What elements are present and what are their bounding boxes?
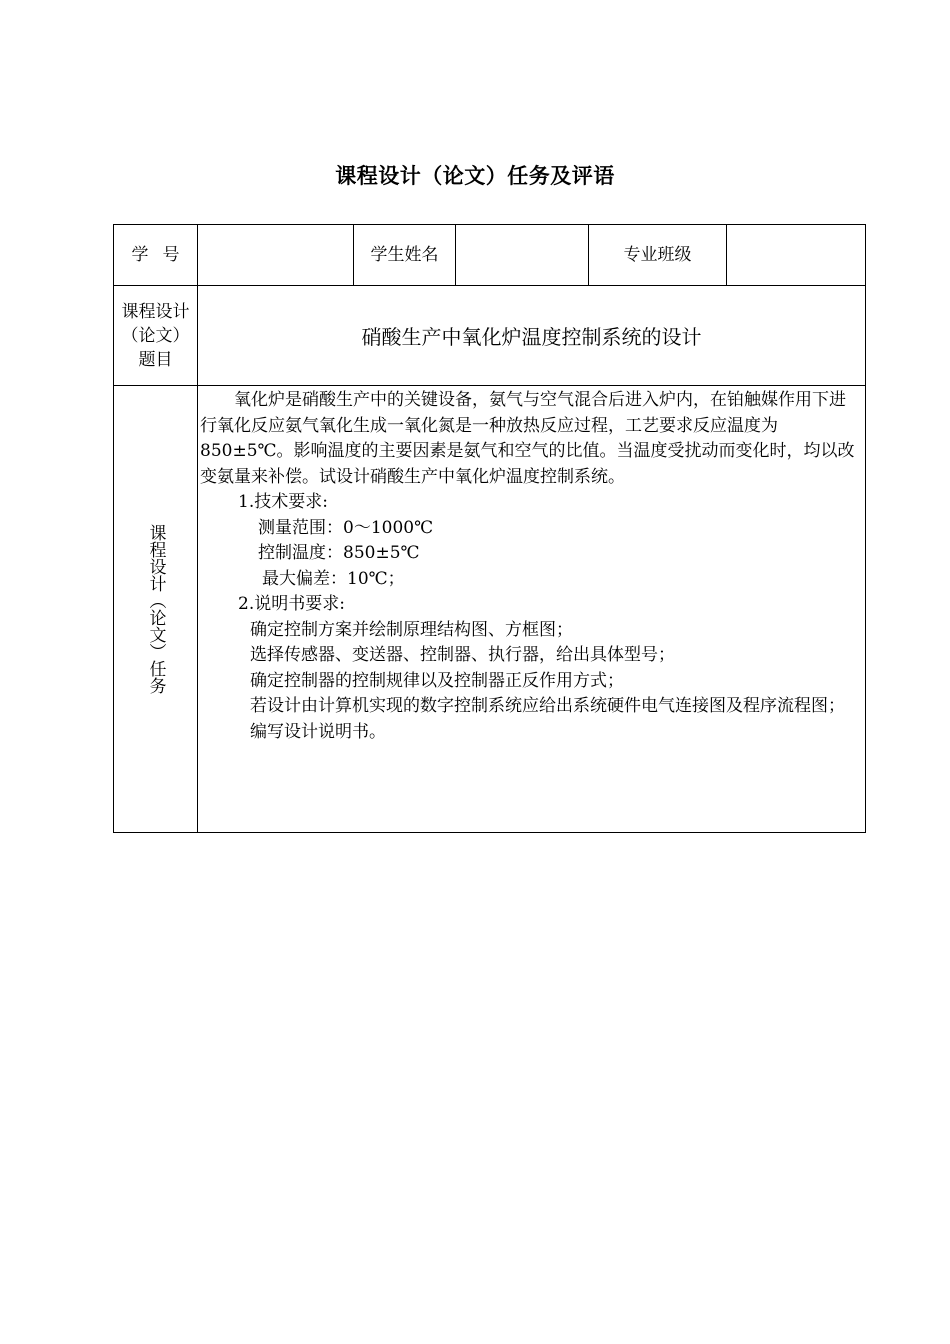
task-row xyxy=(114,386,866,833)
task-intro: 氧化炉是硝酸生产中的关键设备，氨气与空气混合后进入炉内，在铂触媒作用下进行氧化反应氨气氧化生成一氧化氮是一种放热反应过程，工艺要求反应温度为850±5℃。影响温度的主要因素是氨气和空气的比值。当温度受扰动而变化时，均以改变氨量来补偿。试设计硝酸生产中氧化炉温度控制系统。 xyxy=(200,390,855,487)
class-label: 专业班级 xyxy=(589,225,727,286)
student-no-label: 学号 xyxy=(114,225,198,286)
class-value xyxy=(727,225,866,286)
manual-item: 若设计由计算机实现的数字控制系统应给出系统硬件电气连接图及程序流程图； xyxy=(250,696,845,716)
tech-heading: 1.技术要求: xyxy=(238,492,328,512)
manual-item: 编写设计说明书。 xyxy=(250,721,386,742)
tech-item: 控制温度：850±5℃ xyxy=(258,543,420,563)
student-name-label: 学生姓名 xyxy=(354,225,456,286)
task-label-cell xyxy=(114,386,198,833)
manual-item: 选择传感器、变送器、控制器、执行器，给出具体型号； xyxy=(250,645,675,665)
header-row xyxy=(114,225,866,286)
student-name-value xyxy=(456,225,589,286)
tech-item: 测量范围：0～1000℃ xyxy=(258,517,434,538)
task-content xyxy=(198,386,866,833)
task-form-table xyxy=(113,224,866,833)
manual-item: 确定控制器的控制规律以及控制器正反作用方式； xyxy=(250,670,624,691)
topic-value: 硝酸生产中氧化炉温度控制系统的设计 xyxy=(198,286,866,386)
topic-row xyxy=(114,286,866,386)
topic-label: 课程设计（论文）题目 xyxy=(114,286,198,386)
task-label: 课程设计（论文）任务 xyxy=(145,524,166,694)
tech-item: 最大偏差：10℃； xyxy=(262,568,405,589)
document-title: 课程设计（论文）任务及评语 xyxy=(335,164,615,188)
student-no-value xyxy=(198,225,354,286)
manual-item: 确定控制方案并绘制原理结构图、方框图； xyxy=(250,619,573,640)
manual-heading: 2.说明书要求: xyxy=(238,594,345,614)
